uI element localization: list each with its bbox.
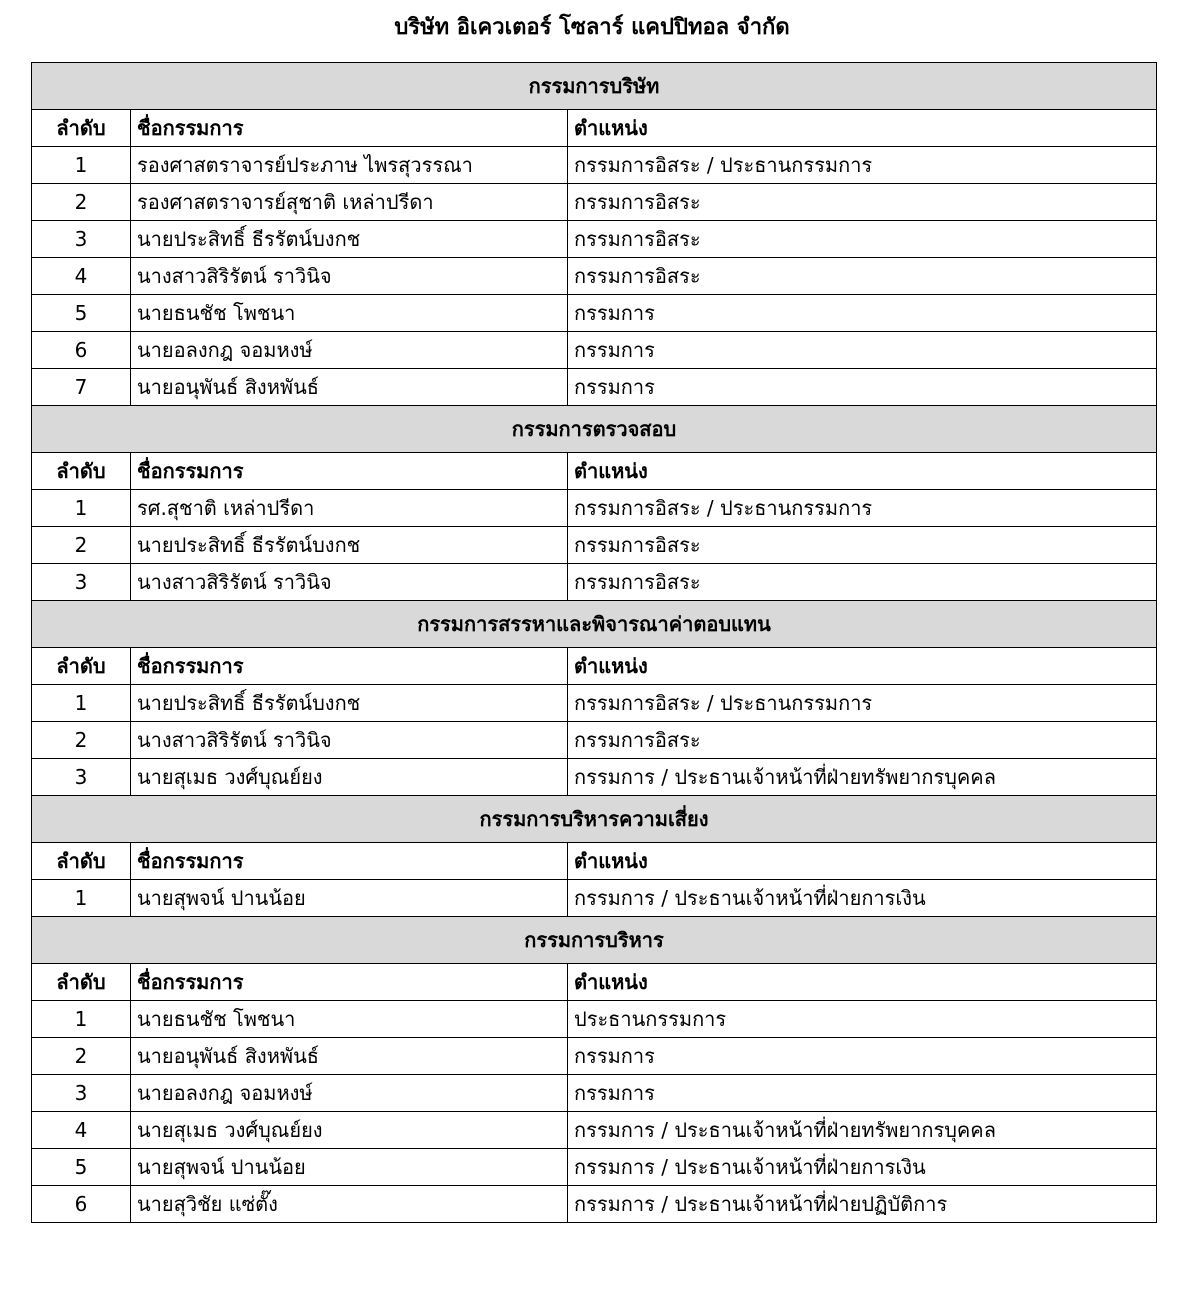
director-position: กรรมการอิสระ: [568, 221, 1157, 258]
table-row: [32, 258, 1157, 295]
director-name: นางสาวสิริรัตน์ ราวินิจ: [131, 564, 568, 601]
column-header-no: ลำดับ: [32, 648, 131, 685]
table-row: [32, 369, 1157, 406]
director-position: กรรมการอิสระ: [568, 564, 1157, 601]
row-number: 1: [32, 147, 131, 184]
table-row: [32, 1149, 1157, 1186]
director-name: รองศาสตราจารย์ประภาษ ไพรสุวรรณา: [131, 147, 568, 184]
director-position: กรรมการอิสระ / ประธานกรรมการ: [568, 147, 1157, 184]
section-header-row: [32, 917, 1157, 964]
column-header-name: ชื่อกรรมการ: [131, 453, 568, 490]
table-row: [32, 880, 1157, 917]
table-row: [32, 564, 1157, 601]
committee-table: [31, 62, 1157, 1223]
director-name: นายสุพจน์ ปานน้อย: [131, 1149, 568, 1186]
section-header-row: [32, 406, 1157, 453]
table-row: [32, 1186, 1157, 1223]
director-position: กรรมการ / ประธานเจ้าหน้าที่ฝ่ายการเงิน: [568, 1149, 1157, 1186]
director-position: กรรมการ: [568, 1075, 1157, 1112]
director-position: กรรมการอิสระ: [568, 527, 1157, 564]
row-number: 2: [32, 1038, 131, 1075]
director-name: นายอลงกฎ จอมหงษ์: [131, 332, 568, 369]
table-row: [32, 1075, 1157, 1112]
table-row: [32, 295, 1157, 332]
column-header-name: ชื่อกรรมการ: [131, 843, 568, 880]
column-header-row: [32, 453, 1157, 490]
director-position: ประธานกรรมการ: [568, 1001, 1157, 1038]
section-header-row: [32, 63, 1157, 110]
column-header-no: ลำดับ: [32, 843, 131, 880]
column-header-position: ตำแหน่ง: [568, 110, 1157, 147]
row-number: 3: [32, 1075, 131, 1112]
row-number: 1: [32, 490, 131, 527]
column-header-name: ชื่อกรรมการ: [131, 110, 568, 147]
row-number: 2: [32, 722, 131, 759]
row-number: 3: [32, 564, 131, 601]
director-name: นายประสิทธิ์ ธีรรัตน์บงกช: [131, 527, 568, 564]
row-number: 6: [32, 332, 131, 369]
section-title: กรรมการสรรหาและพิจารณาค่าตอบแทน: [32, 601, 1157, 648]
column-header-row: [32, 648, 1157, 685]
table-row: [32, 1112, 1157, 1149]
director-name: รองศาสตราจารย์สุชาติ เหล่าปรีดา: [131, 184, 568, 221]
director-position: กรรมการ: [568, 1038, 1157, 1075]
section-title: กรรมการบริษัท: [32, 63, 1157, 110]
director-name: นายสุเมธ วงศ์บุณย์ยง: [131, 1112, 568, 1149]
column-header-row: [32, 843, 1157, 880]
director-name: นายสุวิชัย แซ่ตั๊ง: [131, 1186, 568, 1223]
table-row: [32, 184, 1157, 221]
director-name: นายธนชัช โพชนา: [131, 295, 568, 332]
column-header-position: ตำแหน่ง: [568, 453, 1157, 490]
column-header-position: ตำแหน่ง: [568, 843, 1157, 880]
section-title: กรรมการบริหารความเสี่ยง: [32, 796, 1157, 843]
table-row: [32, 685, 1157, 722]
director-position: กรรมการอิสระ: [568, 258, 1157, 295]
director-position: กรรมการอิสระ / ประธานกรรมการ: [568, 685, 1157, 722]
director-position: กรรมการ / ประธานเจ้าหน้าที่ฝ่ายทรัพยากรบุคคล: [568, 759, 1157, 796]
column-header-name: ชื่อกรรมการ: [131, 964, 568, 1001]
director-position: กรรมการอิสระ / ประธานกรรมการ: [568, 490, 1157, 527]
director-name: นายอลงกฎ จอมหงษ์: [131, 1075, 568, 1112]
table-row: [32, 722, 1157, 759]
row-number: 4: [32, 258, 131, 295]
table-row: [32, 527, 1157, 564]
column-header-no: ลำดับ: [32, 110, 131, 147]
row-number: 1: [32, 880, 131, 917]
director-name: นายสุพจน์ ปานน้อย: [131, 880, 568, 917]
table-row: [32, 490, 1157, 527]
column-header-no: ลำดับ: [32, 453, 131, 490]
director-position: กรรมการอิสระ: [568, 722, 1157, 759]
row-number: 1: [32, 1001, 131, 1038]
director-position: กรรมการ: [568, 369, 1157, 406]
column-header-row: [32, 964, 1157, 1001]
row-number: 4: [32, 1112, 131, 1149]
director-position: กรรมการ: [568, 332, 1157, 369]
row-number: 3: [32, 221, 131, 258]
director-name: นายอนุพันธ์ สิงหพันธ์: [131, 1038, 568, 1075]
director-name: รศ.สุชาติ เหล่าปรีดา: [131, 490, 568, 527]
director-name: นายสุเมธ วงศ์บุณย์ยง: [131, 759, 568, 796]
section-title: กรรมการตรวจสอบ: [32, 406, 1157, 453]
column-header-no: ลำดับ: [32, 964, 131, 1001]
column-header-position: ตำแหน่ง: [568, 964, 1157, 1001]
section-header-row: [32, 601, 1157, 648]
director-position: กรรมการ / ประธานเจ้าหน้าที่ฝ่ายปฏิบัติการ: [568, 1186, 1157, 1223]
section-header-row: [32, 796, 1157, 843]
table-row: [32, 1038, 1157, 1075]
row-number: 2: [32, 184, 131, 221]
document-title: บริษัท อิเควเตอร์ โซลาร์ แคปปิทอล จำกัด: [394, 15, 790, 40]
section-title: กรรมการบริหาร: [32, 917, 1157, 964]
table-row: [32, 759, 1157, 796]
director-name: นายอนุพันธ์ สิงหพันธ์: [131, 369, 568, 406]
director-name: นางสาวสิริรัตน์ ราวินิจ: [131, 258, 568, 295]
director-name: นายประสิทธิ์ ธีรรัตน์บงกช: [131, 221, 568, 258]
table-row: [32, 332, 1157, 369]
director-position: กรรมการ / ประธานเจ้าหน้าที่ฝ่ายทรัพยากรบุคคล: [568, 1112, 1157, 1149]
column-header-position: ตำแหน่ง: [568, 648, 1157, 685]
row-number: 3: [32, 759, 131, 796]
director-name: นางสาวสิริรัตน์ ราวินิจ: [131, 722, 568, 759]
row-number: 2: [32, 527, 131, 564]
row-number: 1: [32, 685, 131, 722]
row-number: 6: [32, 1186, 131, 1223]
table-row: [32, 221, 1157, 258]
column-header-row: [32, 110, 1157, 147]
row-number: 7: [32, 369, 131, 406]
director-name: นายธนชัช โพชนา: [131, 1001, 568, 1038]
column-header-name: ชื่อกรรมการ: [131, 648, 568, 685]
row-number: 5: [32, 1149, 131, 1186]
row-number: 5: [32, 295, 131, 332]
director-position: กรรมการ / ประธานเจ้าหน้าที่ฝ่ายการเงิน: [568, 880, 1157, 917]
table-row: [32, 1001, 1157, 1038]
committee-table-body: [32, 63, 1157, 1223]
director-position: กรรมการอิสระ: [568, 184, 1157, 221]
director-name: นายประสิทธิ์ ธีรรัตน์บงกช: [131, 685, 568, 722]
director-position: กรรมการ: [568, 295, 1157, 332]
table-row: [32, 147, 1157, 184]
